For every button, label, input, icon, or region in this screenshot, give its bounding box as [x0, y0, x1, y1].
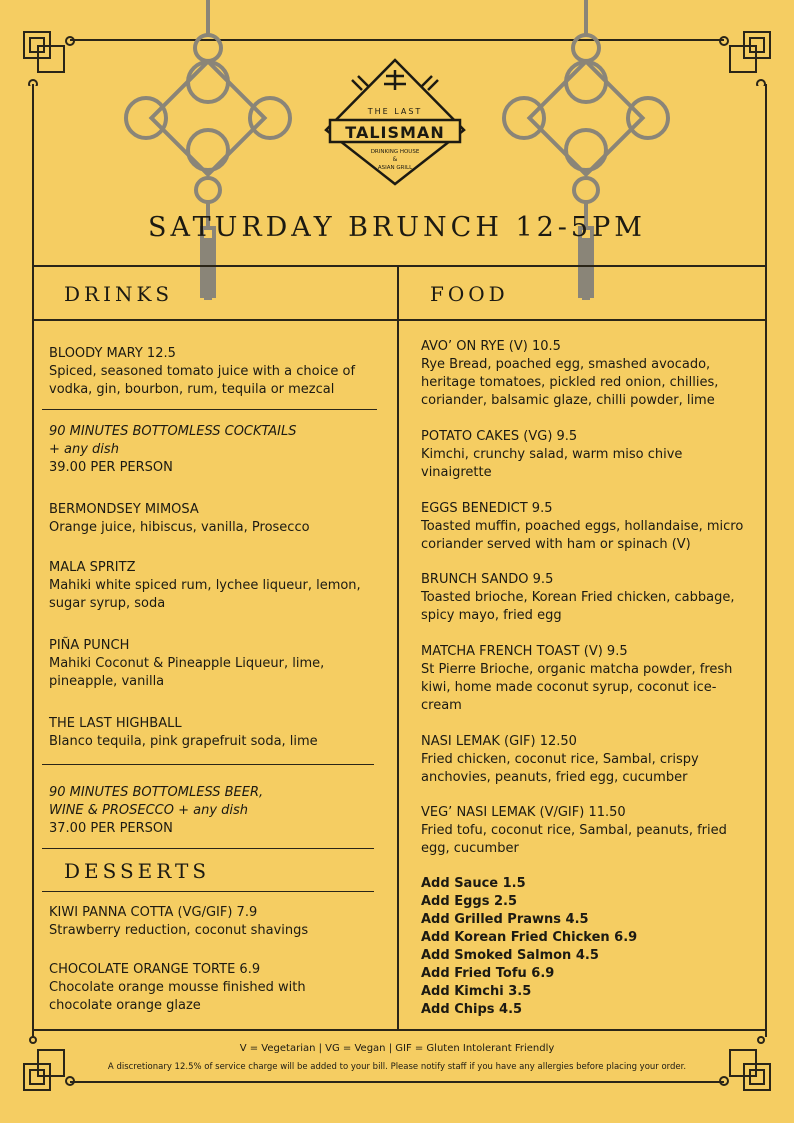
divider — [42, 891, 374, 892]
food-desc: Fried tofu, coconut rice, Sambal, peanuts, fried egg, cucumber — [421, 823, 727, 856]
drink-desc: Orange juice, hibiscus, vanilla, Prosecco — [49, 520, 310, 535]
food-name: MATCHA FRENCH TOAST (V) 9.5 — [421, 644, 628, 659]
logo-top-text: THE LAST — [367, 107, 423, 116]
service-notice: A discretionary 12.5% of service charge will be added to your bill. Please notify staff if you have any allergies before placing your order. — [107, 1062, 687, 1072]
drink-name: PIÑA PUNCH — [49, 638, 130, 653]
food-name: POTATO CAKES (VG) 9.5 — [421, 429, 578, 444]
logo-name-text: TALISMAN — [345, 123, 445, 142]
drink-name-line2: WINE & PROSECCO + any dish — [49, 803, 249, 818]
food-item — [421, 338, 756, 410]
food-desc: Fried chicken, coconut rice, Sambal, crispy anchovies, peanuts, fried egg, cucumber — [421, 752, 699, 785]
desserts-heading: DESSERTS — [64, 859, 211, 883]
addon-item: Add Fried Tofu 6.9 — [421, 966, 555, 981]
logo-sub2-text: ASIAN GRILL — [377, 165, 413, 171]
food-name: VEG’ NASI LEMAK (V/GIF) 11.50 — [421, 805, 626, 820]
corner-ornament-icon — [18, 26, 78, 86]
table-bottom-rule — [34, 1029, 766, 1031]
drink-item — [49, 637, 379, 691]
drink-item — [49, 423, 379, 477]
drink-name-line2: + any dish — [49, 442, 119, 457]
drink-desc: Spiced, seasoned tomato juice with a choice of vodka, gin, bourbon, rum, tequila or mezcal — [49, 364, 356, 397]
food-name: AVO’ ON RYE (V) 10.5 — [421, 339, 561, 354]
drink-price: 39.00 PER PERSON — [49, 460, 173, 475]
food-item — [421, 428, 756, 482]
food-item — [421, 643, 756, 715]
dessert-item — [49, 904, 379, 940]
food-desc: Toasted brioche, Korean Fried chicken, cabbage, spicy mayo, fried egg — [421, 590, 735, 623]
dessert-name: CHOCOLATE ORANGE TORTE 6.9 — [49, 962, 261, 977]
drink-name: THE LAST HIGHBALL — [49, 716, 182, 731]
addon-item: Add Chips 4.5 — [421, 1002, 523, 1017]
drink-item — [49, 345, 379, 399]
food-desc: Toasted muffin, poached eggs, hollandaise, micro coriander served with ham or spinach (V) — [421, 519, 744, 552]
addon-item: Add Sauce 1.5 — [421, 876, 526, 891]
food-desc: Kimchi, crunchy salad, warm miso chive vinaigrette — [421, 447, 683, 480]
food-desc: Rye Bread, poached egg, smashed avocado, heritage tomatoes, pickled red onion, chillies, coriander, balsamic glaze, chilli powder, lime — [421, 357, 719, 408]
food-item — [421, 804, 756, 858]
dessert-item — [49, 961, 339, 1015]
table-header-rule — [34, 319, 766, 321]
drink-item — [49, 501, 379, 537]
dessert-name: KIWI PANNA COTTA (VG/GIF) 7.9 — [49, 905, 258, 920]
drink-price: 37.00 PER PERSON — [49, 821, 173, 836]
addon-item: Add Korean Fried Chicken 6.9 — [421, 930, 638, 945]
logo-amp-text: & — [392, 156, 398, 163]
page-title: SATURDAY BRUNCH 12-5PM — [148, 212, 646, 243]
table-column-divider — [397, 265, 399, 1029]
talisman-logo — [322, 56, 468, 188]
drink-desc: Mahiki Coconut & Pineapple Liqueur, lime, pineapple, vanilla — [49, 656, 325, 689]
table-top-rule — [34, 265, 766, 267]
addon-item: Add Eggs 2.5 — [421, 894, 517, 909]
addon-item: Add Smoked Salmon 4.5 — [421, 948, 599, 963]
corner-ornament-icon — [716, 26, 776, 86]
drink-name: 90 MINUTES BOTTOMLESS COCKTAILS — [49, 424, 297, 439]
dessert-desc: Chocolate orange mousse finished with chocolate orange glaze — [49, 980, 306, 1013]
food-heading: FOOD — [430, 282, 509, 306]
drink-name: 90 MINUTES BOTTOMLESS BEER, — [49, 785, 264, 800]
chinese-knot-right-icon — [496, 0, 676, 305]
food-name: BRUNCH SANDO 9.5 — [421, 572, 554, 587]
drink-name: MALA SPRITZ — [49, 560, 136, 575]
drink-desc: Blanco tequila, pink grapefruit soda, lime — [49, 734, 318, 749]
addon-item: Add Kimchi 3.5 — [421, 984, 532, 999]
dessert-desc: Strawberry reduction, coconut shavings — [49, 923, 309, 938]
food-item — [421, 733, 756, 787]
food-item — [421, 571, 756, 625]
divider — [42, 409, 377, 410]
food-name: EGGS BENEDICT 9.5 — [421, 501, 553, 516]
drink-desc: Mahiki white spiced rum, lychee liqueur, lemon, sugar syrup, soda — [49, 578, 361, 611]
drink-name: BLOODY MARY 12.5 — [49, 346, 176, 361]
addons-list — [421, 875, 637, 1019]
drink-item — [49, 784, 379, 838]
logo-sub1-text: DRINKING HOUSE — [370, 149, 420, 155]
drink-name: BERMONDSEY MIMOSA — [49, 502, 199, 517]
drink-item — [49, 715, 379, 751]
dietary-legend: V = Vegetarian | VG = Vegan | GIF = Gluten Intolerant Friendly — [239, 1043, 555, 1054]
chinese-knot-left-icon — [118, 0, 298, 305]
food-name: NASI LEMAK (GIF) 12.50 — [421, 734, 577, 749]
food-item — [421, 500, 756, 554]
divider — [42, 848, 374, 849]
divider — [42, 764, 374, 765]
frame-bottom — [70, 1081, 724, 1083]
addon-item: Add Grilled Prawns 4.5 — [421, 912, 589, 927]
drinks-heading: DRINKS — [64, 282, 174, 306]
food-desc: St Pierre Brioche, organic matcha powder, fresh kiwi, home made coconut syrup, coconut ice-cream — [421, 662, 733, 713]
drink-item — [49, 559, 379, 613]
